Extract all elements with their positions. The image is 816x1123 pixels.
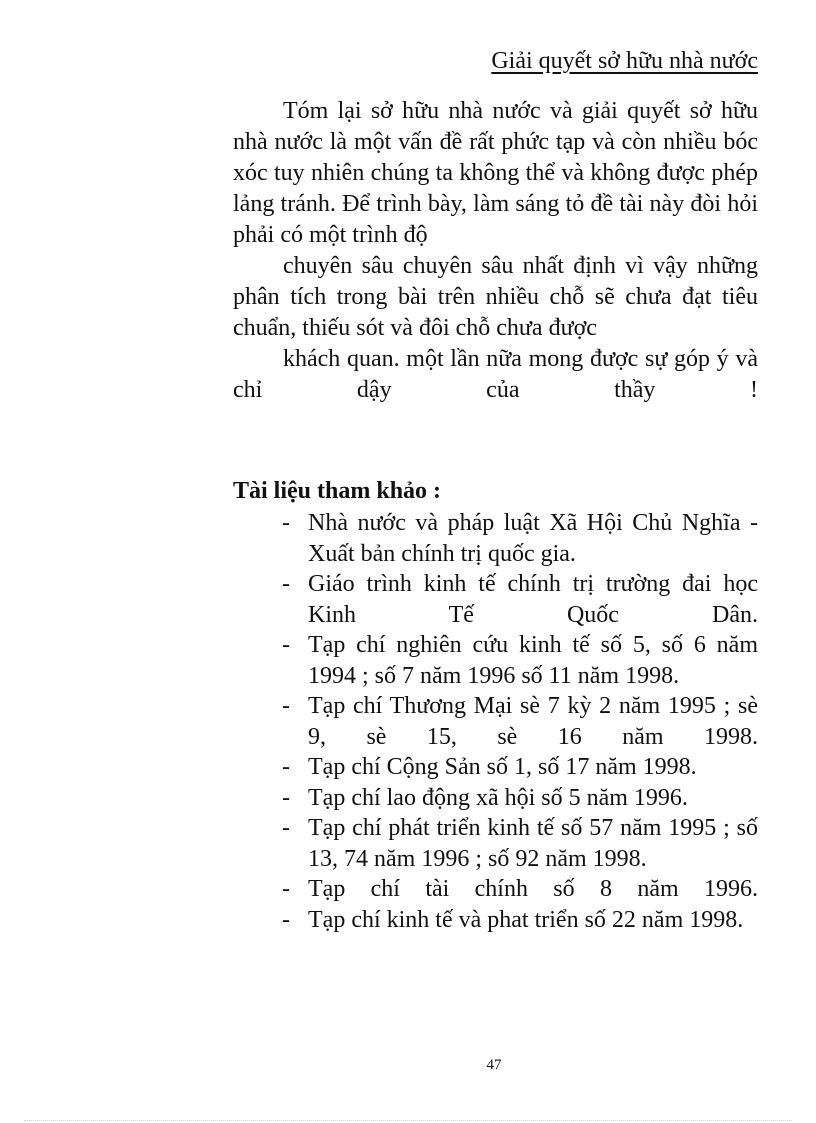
- paragraph: chuyên sâu chuyên sâu nhất định vì vậy những phân tích trong bài trên nhiều chỗ sẽ chưa đạt tiêu chuẩn, thiếu sót và đôi chỗ chưa được: [233, 253, 758, 341]
- paragraph: khách quan. một lần nữa mong được sự góp ý và chỉ dậy của thầy !: [233, 346, 758, 403]
- references-heading: Tài liệu tham khảo :: [233, 478, 442, 504]
- reference-item: - Tạp chí kinh tế và phat triển số 22 năm 1998.: [280, 905, 758, 936]
- reference-item: - Tạp chí phát triển kinh tế số 57 năm 1995 ; số 13, 74 năm 1996 ; số 92 năm 1998.: [280, 813, 758, 874]
- reference-item: - Giáo trình kinh tế chính trị trường đai học Kinh Tế Quốc Dân.: [280, 569, 758, 630]
- paragraph: Tóm lại sở hữu nhà nước và giải quyết sở hữu nhà nước là một vấn đề rất phức tạp và còn nhiều bóc xóc tuy nhiên chúng ta không thể và không được phép lảng tránh. Để trình bày, làm sáng tỏ đề tài này đòi hỏi phải có một trình độ: [233, 98, 758, 248]
- running-header: Giải quyết sở hữu nhà nước: [491, 48, 758, 74]
- page-number: 47: [486, 1057, 502, 1073]
- reference-item: - Tạp chí nghiên cứu kinh tế số 5, số 6 năm 1994 ; số 7 năm 1996 số 11 năm 1998.: [280, 630, 758, 691]
- reference-item: - Tạp chí Cộng Sản số 1, số 17 năm 1998.: [280, 752, 758, 783]
- conclusion-text: [233, 96, 758, 406]
- reference-item: - Tạp chí lao động xã hội số 5 năm 1996.: [280, 783, 758, 814]
- reference-item: - Nhà nước và pháp luật Xã Hội Chủ Nghĩa - Xuất bản chính trị quốc gia.: [280, 508, 758, 569]
- references-list: [280, 508, 758, 935]
- footer-divider: [24, 1120, 792, 1121]
- reference-item: - Tạp chí Thương Mại sè 7 kỳ 2 năm 1995 ; sè 9, sè 15, sè 16 năm 1998.: [280, 691, 758, 752]
- reference-item: - Tạp chí tài chính số 8 năm 1996.: [280, 874, 758, 905]
